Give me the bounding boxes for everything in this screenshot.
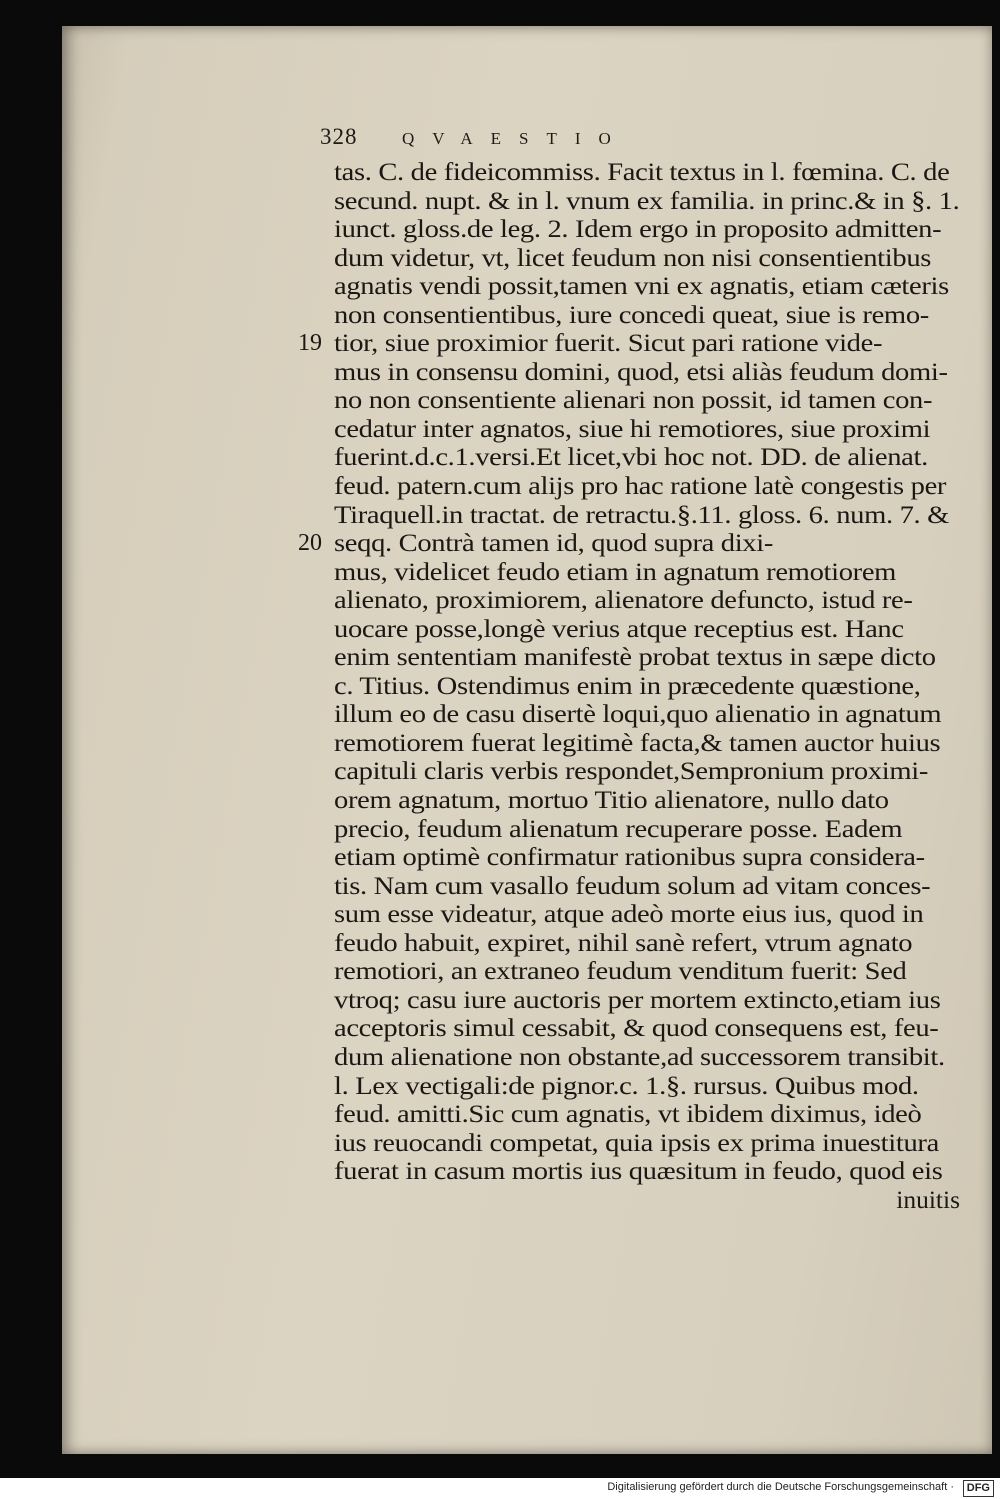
line-text: sum esse videatur, atque adeò morte eius ius, quod in bbox=[334, 899, 924, 929]
line-text: secund. nupt. & in l. vnum ex familia. in princ.& in §. 1. bbox=[334, 185, 960, 215]
line-text: tior, siue proximior fuerit. Sicut pari ratione vide- bbox=[334, 328, 883, 358]
line-text: alienato, proximiorem, alienatore defuncto, istud re- bbox=[334, 585, 913, 615]
text-line bbox=[298, 472, 970, 501]
text-line bbox=[298, 501, 970, 530]
margin-note-number: 20 bbox=[298, 530, 322, 557]
text-line bbox=[298, 272, 970, 301]
text-line bbox=[298, 443, 970, 472]
dfg-logo-icon: DFG bbox=[963, 1480, 994, 1497]
line-text: uocare posse,longè verius atque receptius est. Hanc bbox=[334, 613, 904, 643]
line-text: mus, videlicet feudo etiam in agnatum remotiorem bbox=[334, 556, 897, 586]
running-head bbox=[320, 124, 629, 150]
text-line bbox=[298, 986, 970, 1015]
text-line bbox=[298, 843, 970, 872]
text-line bbox=[298, 957, 970, 986]
line-text: feudo habuit, expiret, nihil sanè refert, vtrum agnato bbox=[334, 927, 913, 957]
text-block bbox=[298, 158, 970, 1214]
text-line bbox=[298, 815, 970, 844]
line-text: l. Lex vectigali:de pignor.c. 1.§. rursus. Quibus mod. bbox=[334, 1070, 919, 1100]
margin-note-number: 19 bbox=[298, 330, 322, 357]
text-line bbox=[298, 329, 970, 358]
text-line bbox=[298, 187, 970, 216]
line-text: orem agnatum, mortuo Titio alienatore, nullo dato bbox=[334, 785, 889, 815]
line-text: enim sententiam manifestè probat textus in sæpe dicto bbox=[334, 642, 936, 672]
text-line bbox=[298, 929, 970, 958]
line-text: no non consentiente alienari non possit, id tamen con- bbox=[334, 385, 933, 415]
line-text: Tiraquell.in tractat. de retractu.§.11. gloss. 6. num. 7. & bbox=[334, 499, 950, 529]
text-line bbox=[298, 158, 970, 187]
text-line bbox=[298, 1014, 970, 1043]
text-line bbox=[298, 643, 970, 672]
text-line bbox=[298, 215, 970, 244]
line-text: dum alienatione non obstante,ad successorem transibit. bbox=[334, 1041, 945, 1071]
catchword: inuitis bbox=[896, 1184, 960, 1214]
text-line bbox=[298, 872, 970, 901]
text-line bbox=[298, 301, 970, 330]
line-text: precio, feudum alienatum recuperare posse. Eadem bbox=[334, 813, 903, 843]
text-line bbox=[298, 415, 970, 444]
line-text: feud. patern.cum alijs pro hac ratione latè congestis per bbox=[334, 471, 947, 501]
line-text: mus in consensu domini, quod, etsi aliàs feudum domi- bbox=[334, 356, 948, 386]
text-line bbox=[298, 700, 970, 729]
line-text: acceptoris simul cessabit, & quod consequens est, feu- bbox=[334, 1013, 939, 1043]
line-text: tis. Nam cum vasallo feudum solum ad vitam conces- bbox=[334, 870, 931, 900]
line-text: illum eo de casu disertè loqui,quo alienatio in agnatum bbox=[334, 699, 942, 729]
line-text: tas. C. de fideicommiss. Facit textus in l. fœmina. C. de bbox=[334, 157, 950, 186]
line-text: vtroq; casu iure auctoris per mortem extincto,etiam ius bbox=[334, 984, 941, 1014]
line-text: fuerint.d.c.1.versi.Et licet,vbi hoc not. DD. de alienat. bbox=[334, 442, 928, 472]
page-number: 328 bbox=[320, 124, 358, 149]
line-text: dum videtur, vt, licet feudum non nisi consentientibus bbox=[334, 242, 932, 272]
text-line bbox=[298, 615, 970, 644]
text-line bbox=[298, 1129, 970, 1158]
text-line bbox=[298, 1157, 970, 1186]
text-line bbox=[298, 1072, 970, 1101]
text-line bbox=[298, 244, 970, 273]
footer-bar bbox=[0, 1478, 1000, 1499]
text-line bbox=[298, 757, 970, 786]
text-line bbox=[298, 786, 970, 815]
line-text: iunct. gloss.de leg. 2. Idem ergo in proposito admitten- bbox=[334, 214, 942, 244]
text-line bbox=[298, 672, 970, 701]
text-line bbox=[298, 529, 970, 558]
line-text: c. Titius. Ostendimus enim in præcedente quæstione, bbox=[334, 670, 921, 700]
text-line bbox=[298, 558, 970, 587]
line-text: etiam optimè confirmatur rationibus supra considera- bbox=[334, 842, 925, 872]
text-line bbox=[298, 386, 970, 415]
running-head-title: QVAESTIO bbox=[402, 129, 629, 148]
text-line bbox=[298, 358, 970, 387]
line-text: non consentientibus, iure concedi queat, siue is remo- bbox=[334, 299, 929, 329]
text-line bbox=[298, 586, 970, 615]
line-text: fuerat in casum mortis ius quæsitum in feudo, quod eis bbox=[334, 1156, 943, 1186]
line-text: ius reuocandi competat, quia ipsis ex prima inuestitura bbox=[334, 1127, 939, 1157]
text-line bbox=[298, 900, 970, 929]
text-line bbox=[298, 1043, 970, 1072]
line-text: feud. amitti.Sic cum agnatis, vt ibidem diximus, ideò bbox=[334, 1099, 922, 1129]
text-line bbox=[298, 729, 970, 758]
line-text: cedatur inter agnatos, siue hi remotiores, siue proximi bbox=[334, 413, 931, 443]
text-line bbox=[298, 1100, 970, 1129]
line-text: capituli claris verbis respondet,Sempronium proximi- bbox=[334, 756, 929, 786]
line-text: remotiorem fuerat legitimè facta,& tamen auctor huius bbox=[334, 727, 941, 757]
line-text: remotiori, an extraneo feudum venditum fuerit: Sed bbox=[334, 956, 907, 986]
funding-credit: Digitalisierung gefördert durch die Deutsche Forschungsgemeinschaft · bbox=[607, 1481, 954, 1493]
line-text: agnatis vendi possit,tamen vni ex agnatis, etiam cæteris bbox=[334, 271, 949, 301]
line-text: seqq. Contrà tamen id, quod supra dixi- bbox=[334, 528, 774, 558]
